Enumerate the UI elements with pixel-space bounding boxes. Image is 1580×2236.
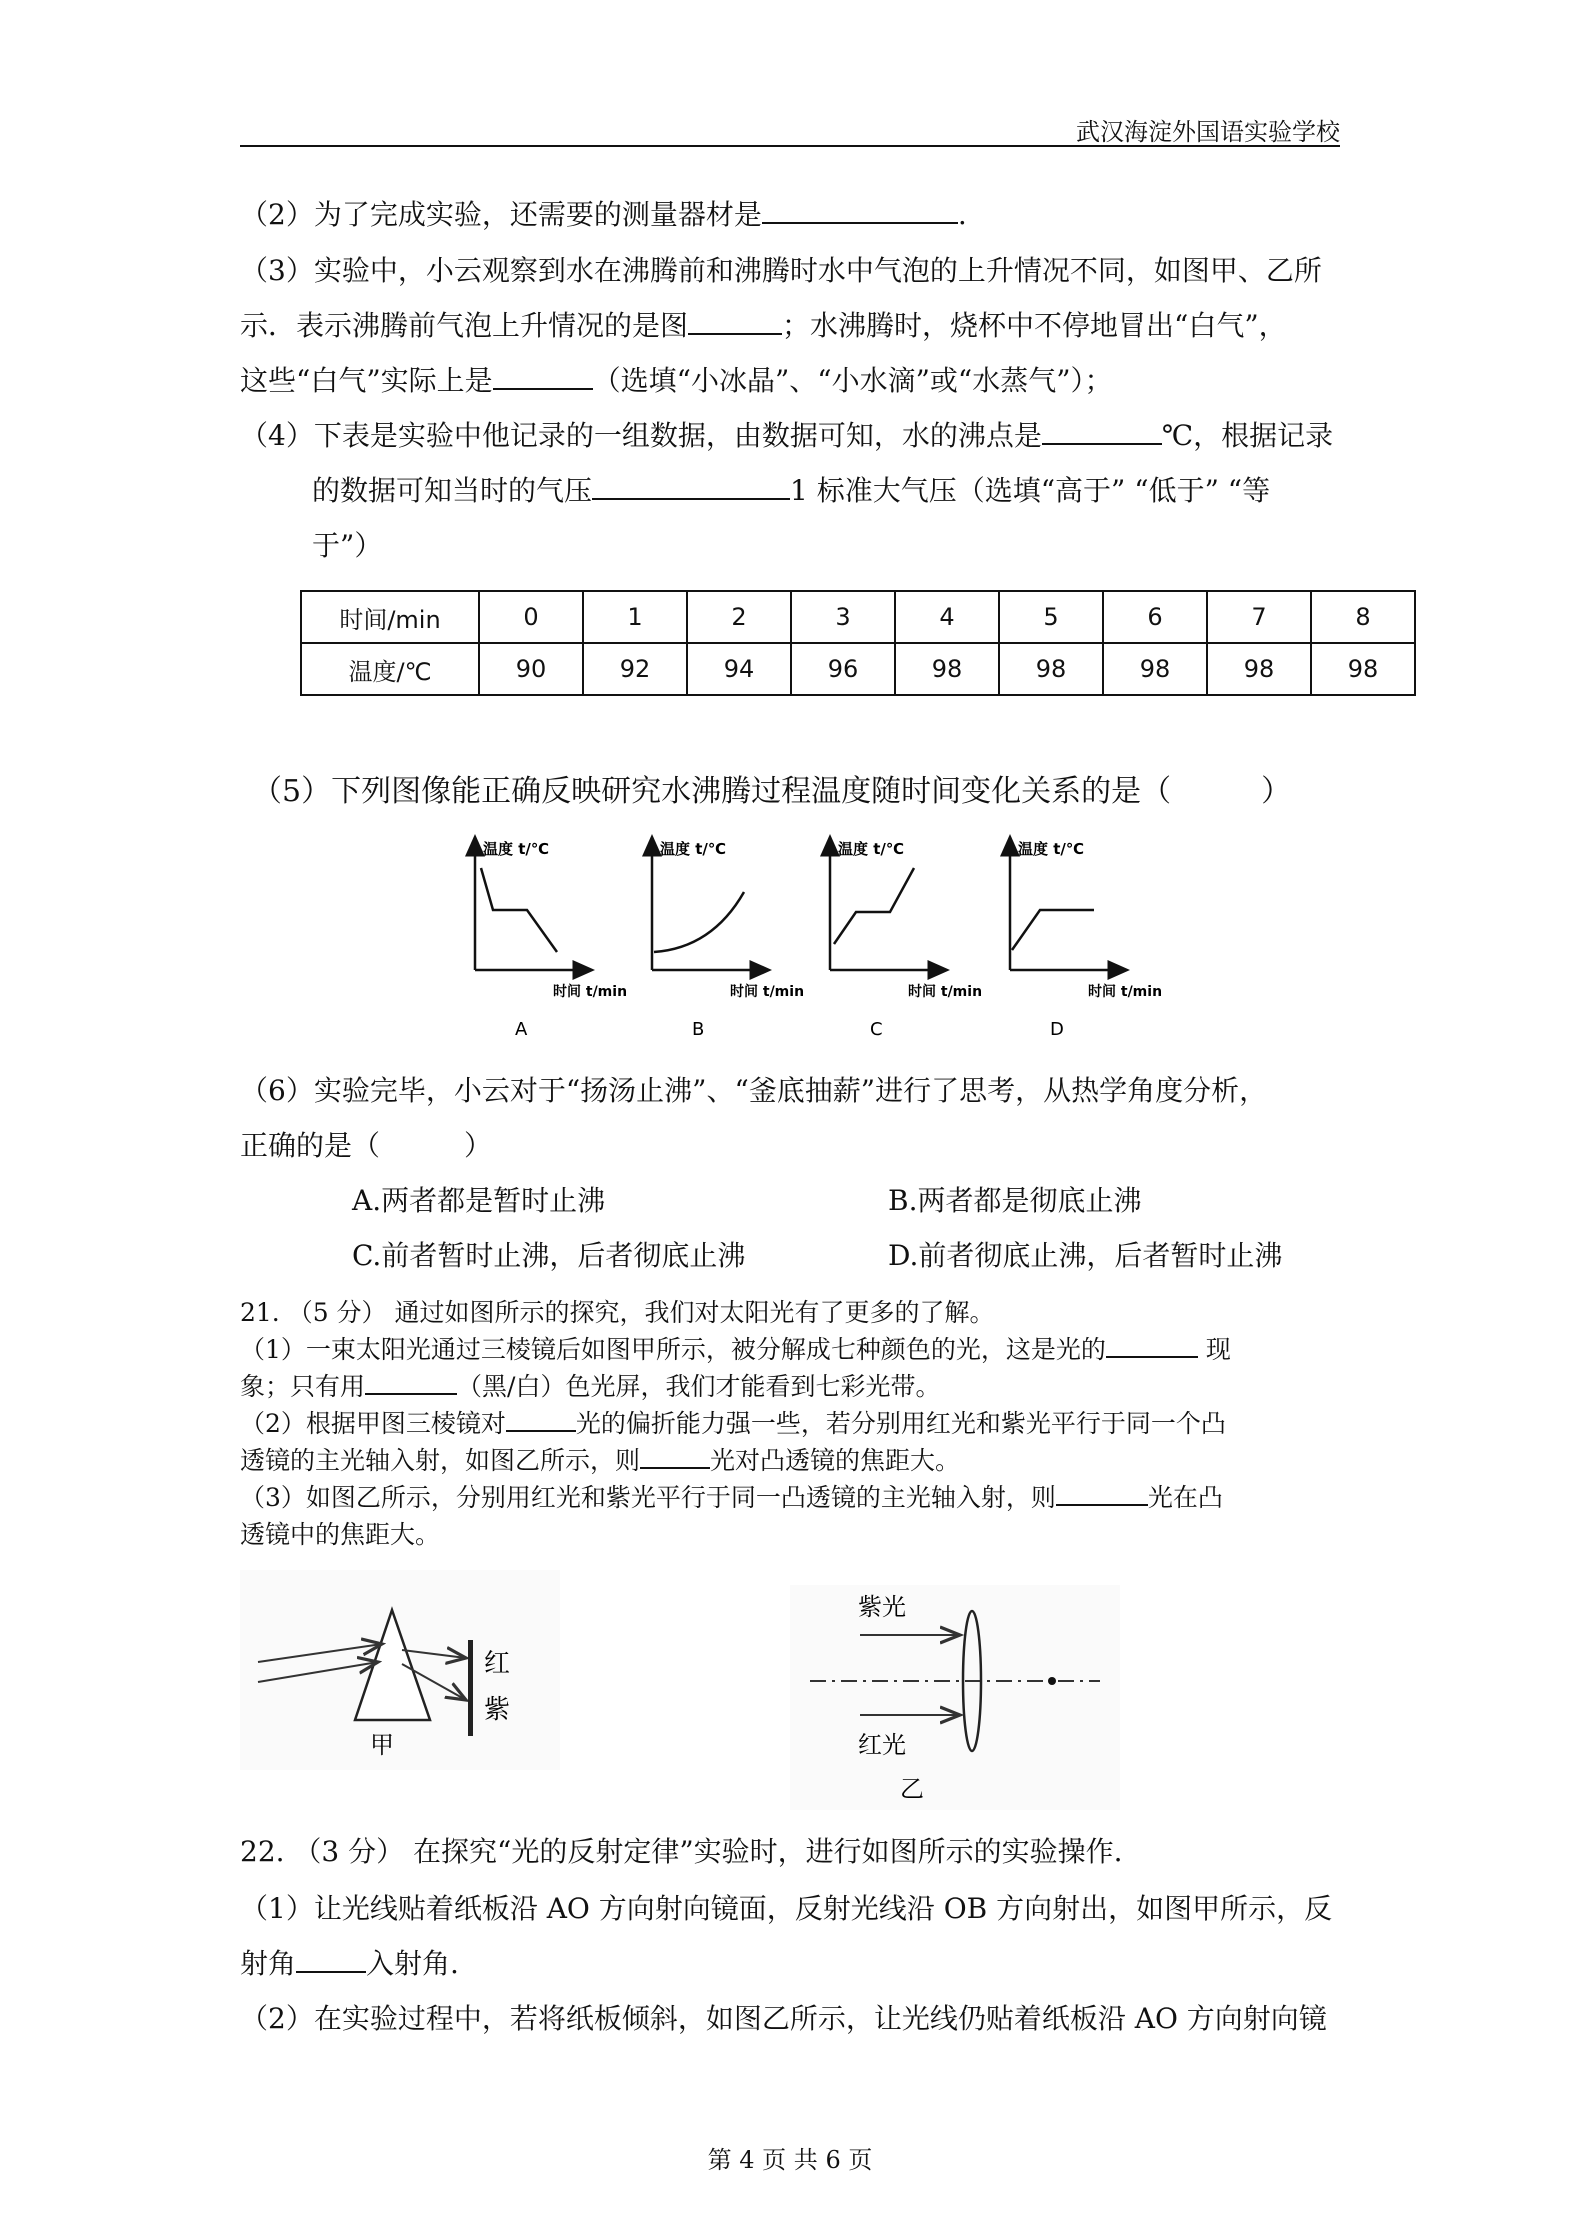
question-21-line-4: 透镜的主光轴入射，如图乙所示，则 光对凸透镜的焦距大。 [240,1446,961,1475]
graph-d-letter: D [1050,1019,1064,1040]
table-cell: 98 [895,643,999,695]
question-3-line-2: 示．表示沸腾前气泡上升情况的是图 ；水沸腾时，烧杯中不停地冒出“白气”， [240,309,1287,342]
option-c[interactable]: C.前者暂时止沸，后者彻底止沸 [352,1239,746,1272]
graph-b-letter: B [692,1019,705,1040]
question-3-line-3: 这些“白气”实际上是 （选填“小冰晶”、“小水滴”或“水蒸气”）； [240,364,1113,397]
answer-blank[interactable] [1106,1336,1198,1358]
table-cell: 5 [999,591,1103,643]
answer-blank[interactable] [1042,419,1162,445]
question-6-line-2: 正确的是（ ） [240,1129,493,1162]
question-21-line-2: 象；只有用 （黑/白）色光屏，我们才能看到七彩光带。 [240,1372,941,1401]
question-22-line-3: （2）在实验过程中，若将纸板倾斜，如图乙所示，让光线仍贴着纸板沿 AO 方向射向镜 [240,2002,1327,2035]
option-b[interactable]: B.两者都是彻底止沸 [888,1184,1142,1217]
question-21-line-5: （3）如图乙所示，分别用红光和紫光平行于同一凸透镜的主光轴入射，则 光在凸 [240,1483,1223,1512]
prism-figure [240,1570,560,1770]
page-footer: 第 4 页 共 6 页 [707,2146,873,2174]
question-2: （2）为了完成实验，还需要的测量器材是 . [240,198,967,231]
graph-a-ylabel: 温度 t/℃ [483,840,550,858]
answer-blank[interactable] [640,1447,710,1469]
table-cell: 6 [1103,591,1207,643]
red-light-label: 红光 [858,1731,906,1759]
graph-c-ylabel: 温度 t/℃ [838,840,905,858]
table-cell: 1 [583,591,687,643]
graph-d-ylabel: 温度 t/℃ [1018,840,1085,858]
table-cell: 94 [687,643,791,695]
question-22-line-1: （1）让光线贴着纸板沿 AO 方向射向镜面，反射光线沿 OB 方向射出，如图甲所示，反 [240,1892,1333,1925]
graph-b-curve [654,892,744,952]
table-cell: 8 [1311,591,1415,643]
answer-blank[interactable] [296,1947,366,1973]
answer-blank[interactable] [506,1410,576,1432]
table-header-cell: 时间/min [301,591,479,643]
answer-blank[interactable] [762,198,958,224]
graph-b-xlabel: 时间 t/min [730,984,805,1000]
graph-a-curve [481,868,557,952]
table-cell: 98 [999,643,1103,695]
answer-blank[interactable] [688,309,782,335]
table-row-time [301,591,1415,643]
table-cell: 98 [1311,643,1415,695]
question-21-line-3: （2）根据甲图三棱镜对 光的偏折能力强一些，若分别用红光和紫光平行于同一个凸 [240,1409,1226,1438]
purple-light-label: 紫光 [858,1593,906,1621]
question-22-line-2: 射角 入射角. [240,1947,459,1980]
boiling-graphs-figure [455,830,1175,1040]
table-row-temperature [301,643,1415,695]
graph-d-curve [1012,910,1094,950]
graph-c-curve [834,868,914,944]
school-header: 武汉海淀外国语实验学校 [1076,118,1340,146]
red-label: 红 [484,1649,511,1679]
question-3-line-1: （3）实验中，小云观察到水在沸腾前和沸腾时水中气泡的上升情况不同，如图甲、乙所 [240,254,1322,287]
table-cell: 2 [687,591,791,643]
light-screen [468,1640,473,1736]
table-cell: 98 [1103,643,1207,695]
option-d[interactable]: D.前者彻底止沸，后者暂时止沸 [888,1239,1283,1272]
answer-blank[interactable] [1056,1484,1148,1506]
question-4-line-3: 于”） [312,529,383,562]
graph-a-xlabel: 时间 t/min [553,984,628,1000]
table-cell: 90 [479,643,583,695]
graph-b-ylabel: 温度 t/℃ [660,840,727,858]
question-21-line-6: 透镜中的焦距大。 [240,1520,441,1549]
convex-lens-figure [790,1585,1120,1810]
graph-b[interactable] [652,840,804,1040]
answer-blank[interactable] [592,474,790,500]
question-4-line-1: （4）下表是实验中他记录的一组数据，由数据可知，水的沸点是 ℃，根据记录 [240,419,1334,452]
table-cell: 96 [791,643,895,695]
table-cell: 92 [583,643,687,695]
answer-blank[interactable] [493,364,593,390]
purple-label: 紫 [484,1695,511,1725]
question-21-line-1: （1）一束太阳光通过三棱镜后如图甲所示，被分解成七种颜色的光，这是光的 现 [240,1335,1231,1364]
table-cell: 3 [791,591,895,643]
question-5: （5）下列图像能正确反映研究水沸腾过程温度随时间变化关系的是（ ） [252,774,1292,809]
header-rule [240,145,1340,147]
graph-a-letter: A [515,1019,528,1040]
data-table [300,590,1416,696]
table-cell: 98 [1207,643,1311,695]
option-a[interactable]: A.两者都是暂时止沸 [352,1184,606,1217]
table-cell: 4 [895,591,999,643]
question-6-line-1: （6）实验完毕，小云对于“扬汤止沸”、“釜底抽薪”进行了思考，从热学角度分析， [240,1074,1268,1107]
graph-c-letter: C [870,1019,883,1040]
graph-c[interactable] [830,840,982,1040]
graph-d-xlabel: 时间 t/min [1088,984,1163,1000]
question-21-title: 21. （5 分） 通过如图所示的探究，我们对太阳光有了更多的了解。 [240,1298,995,1327]
focal-point [1048,1677,1056,1685]
graph-d[interactable] [1010,840,1162,1040]
table-cell: 7 [1207,591,1311,643]
graph-c-xlabel: 时间 t/min [908,984,983,1000]
figure-yi-caption: 乙 [900,1775,924,1803]
table-cell: 0 [479,591,583,643]
question-4-line-2: 的数据可知当时的气压 1 标准大气压（选填“高于” “低于” “等 [312,474,1271,507]
table-header-cell: 温度/℃ [301,643,479,695]
figure-jia-caption: 甲 [370,1731,394,1759]
answer-blank[interactable] [365,1373,457,1395]
graph-a[interactable] [475,840,627,1040]
question-22-title: 22. （3 分） 在探究“光的反射定律”实验时，进行如图所示的实验操作. [240,1835,1123,1868]
